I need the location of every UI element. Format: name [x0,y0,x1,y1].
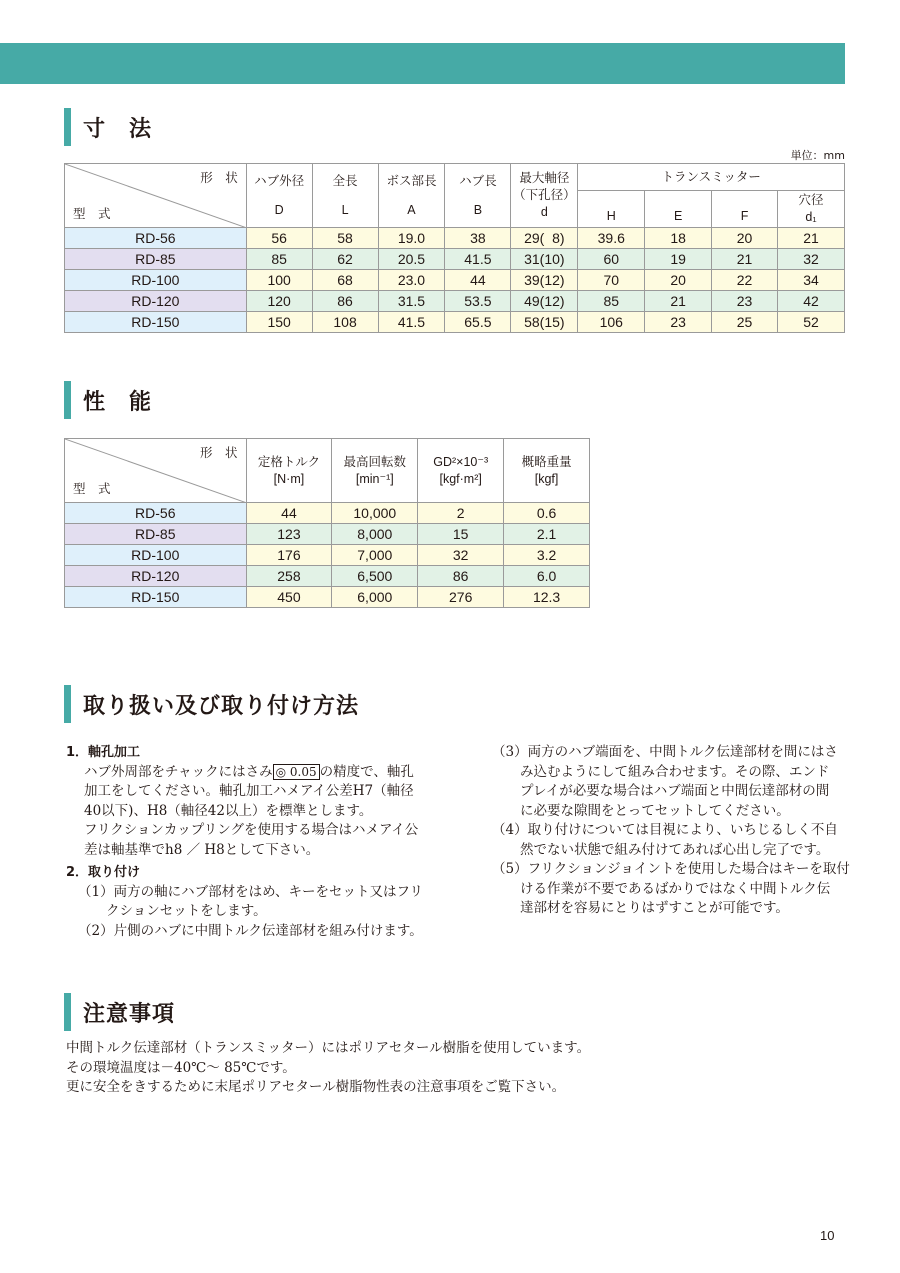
paragraph [66,763,466,783]
col-header-gd2 [418,439,504,503]
value-cell: 20 [645,270,712,291]
weight-name: 概略重量 [521,454,572,469]
value-cell: 20.5 [378,249,445,270]
col-d1-symbol: d₁ [805,210,817,224]
table-row [65,270,845,291]
model-cell: RD-100 [65,270,247,291]
paragraph: 差は軸基準でh8 ／ H8として下さい。 [84,841,320,858]
col-A-symbol: A [407,202,416,217]
value-cell: 39.6 [578,228,645,249]
list-item: ける作業が不要であるばかりではなく中間トルク伝 [520,880,831,897]
value-cell: 23 [712,291,778,312]
shape-label: 形 状 [200,171,238,185]
list-item: み込むようにして組み合わせます。その際、エンド [520,763,830,780]
col-header-d1 [778,191,845,228]
col-B-name: ハブ長 [459,173,497,188]
value-cell: 2.1 [504,524,590,545]
value-cell: 2 [418,503,504,524]
value-cell: 21 [645,291,712,312]
table-corner-header [65,164,247,228]
model-cell: RD-150 [65,312,247,333]
list-item: （2）片側のハブに中間トルク伝達部材を組み付けます。 [78,922,423,939]
col-D-name: ハブ外径 [254,173,305,188]
value-cell: 32 [778,249,845,270]
value-cell: 100 [246,270,312,291]
section-marker [64,381,71,419]
text-run: の精度で、軸孔 [319,763,414,780]
value-cell: 68 [312,270,378,291]
value-cell: 6.0 [504,566,590,587]
list-item: に必要な隙間をとってセットしてください。 [520,802,790,819]
col-header-L [312,164,378,228]
list-item: 達部材を容易にとりはずすことが可能です。 [520,900,789,916]
col-A-name: ボス部長 [386,173,437,188]
speed-name: 最高回転数 [343,454,407,469]
col-B-symbol: B [473,202,483,217]
section-title: 寸 法 [83,116,153,142]
value-cell: 41.5 [378,312,445,333]
table-row [65,545,590,566]
value-cell: 58(15) [511,312,578,333]
section-dimensions [64,108,152,146]
handling-right-column [492,743,852,919]
subheading-mounting: 2．取り付け [66,865,141,880]
value-cell: 6,000 [332,587,418,608]
value-cell: 108 [312,312,378,333]
value-cell: 12.3 [504,587,590,608]
value-cell: 42 [778,291,845,312]
model-cell: RD-56 [65,503,247,524]
value-cell: 49(12) [511,291,578,312]
list-item: （3）両方のハブ端面を、中間トルク伝達部材を間にはさ [492,744,838,760]
value-cell: 31(10) [511,249,578,270]
torque-name: 定格トルク [257,454,321,469]
col-header-D [246,164,312,228]
model-label: 型 式 [73,482,111,496]
unit-label: 単位：mm [790,149,845,162]
model-cell: RD-56 [65,228,247,249]
model-cell: RD-120 [65,291,247,312]
value-cell: 34 [778,270,845,291]
header-band [0,43,845,84]
value-cell: 25 [712,312,778,333]
section-notes [64,993,175,1031]
section-title: 性 能 [83,389,153,415]
section-handling [64,685,359,723]
text-run: ハブ外周部をチャックにはさみ [84,763,273,780]
value-cell: 22 [712,270,778,291]
value-cell: 8,000 [332,524,418,545]
col-header-weight [504,439,590,503]
section-title: 注意事項 [83,1001,176,1027]
tolerance-box: ◎ 0.05 [273,764,320,780]
value-cell: 44 [445,270,511,291]
value-cell: 70 [578,270,645,291]
value-cell: 6,500 [332,566,418,587]
paragraph: 加工をしてください。軸孔加工ハメアイ公差H7（軸径 [84,783,414,799]
col-header-torque [246,439,332,503]
handling-left-column [66,743,466,941]
table-row [65,503,590,524]
col-d1-name: 穴径 [798,193,824,207]
subheading-shaft-bore: 1．軸孔加工 [66,745,141,760]
col-header-E: E [645,191,712,228]
torque-unit: [N·m] [273,471,305,486]
section-performance [64,381,152,419]
paragraph: フリクションカップリングを使用する場合はハメアイ公 [84,822,419,838]
value-cell: 65.5 [445,312,511,333]
col-header-speed [332,439,418,503]
gd2-name: GD²×10⁻³ [433,454,489,469]
value-cell: 52 [778,312,845,333]
col-header-A [378,164,445,228]
value-cell: 120 [246,291,312,312]
value-cell: 258 [246,566,332,587]
col-header-H: H [578,191,645,228]
value-cell: 39(12) [511,270,578,291]
table-corner-header [65,439,247,503]
col-L-name: 全長 [332,173,358,188]
col-header-transmitter: トランスミッター [578,164,845,191]
value-cell: 106 [578,312,645,333]
value-cell: 60 [578,249,645,270]
section-marker [64,685,71,723]
table-row [65,524,590,545]
model-cell: RD-85 [65,524,247,545]
table-row [65,312,845,333]
value-cell: 32 [418,545,504,566]
value-cell: 19 [645,249,712,270]
shape-label: 形 状 [200,446,238,460]
value-cell: 21 [778,228,845,249]
section-marker [64,993,71,1031]
col-d-subname: （下孔径） [513,188,576,202]
value-cell: 450 [246,587,332,608]
table-row [65,291,845,312]
value-cell: 85 [578,291,645,312]
value-cell: 44 [246,503,332,524]
value-cell: 123 [246,524,332,545]
value-cell: 86 [418,566,504,587]
value-cell: 176 [246,545,332,566]
value-cell: 0.6 [504,503,590,524]
col-header-B [445,164,511,228]
section-title: 取り扱い及び取り付け方法 [83,693,360,719]
table-row [65,566,590,587]
list-item: 然でない状態で組み付けてあれば心出し完了です。 [520,841,830,858]
value-cell: 19.0 [378,228,445,249]
weight-unit: [kgf] [534,471,559,486]
col-header-d [511,164,578,228]
speed-unit: [min⁻¹] [355,471,394,486]
model-cell: RD-150 [65,587,247,608]
list-item: （4）取り付けについては目視により、いちじるしく不自 [492,822,838,838]
value-cell: 3.2 [504,545,590,566]
paragraph: 40以下)、H8（軸径42以上）を標準とします。 [84,802,373,819]
model-label: 型 式 [73,207,111,221]
value-cell: 23 [645,312,712,333]
value-cell: 21 [712,249,778,270]
notes-text [66,1039,826,1098]
value-cell: 7,000 [332,545,418,566]
value-cell: 53.5 [445,291,511,312]
value-cell: 62 [312,249,378,270]
note-line: 中間トルク伝達部材（トランスミッター）にはポリアセタール樹脂を使用しています。 [66,1040,591,1056]
value-cell: 23.0 [378,270,445,291]
model-cell: RD-120 [65,566,247,587]
note-line: その環境温度は－40℃～ 85℃です。 [66,1059,296,1076]
col-L-symbol: L [341,202,349,217]
performance-table [64,438,590,608]
value-cell: 20 [712,228,778,249]
list-item: （5）フリクションジョイントを使用した場合はキーを取付 [492,861,850,877]
value-cell: 150 [246,312,312,333]
value-cell: 56 [246,228,312,249]
value-cell: 58 [312,228,378,249]
table-row [65,249,845,270]
note-line: 更に安全をきするために末尾ポリアセタール樹脂物性表の注意事項をご覧下さい。 [66,1079,566,1095]
value-cell: 15 [418,524,504,545]
table-row [65,587,590,608]
model-cell: RD-85 [65,249,247,270]
value-cell: 86 [312,291,378,312]
value-cell: 38 [445,228,511,249]
col-d-name: 最大軸径 [519,171,570,185]
value-cell: 31.5 [378,291,445,312]
section-marker [64,108,71,146]
page-number: 10 [820,1228,835,1243]
list-item: クションセットをします。 [106,903,267,919]
value-cell: 276 [418,587,504,608]
value-cell: 10,000 [332,503,418,524]
col-d-symbol: d [540,205,548,219]
gd2-unit: [kgf·m²] [439,471,482,486]
value-cell: 85 [246,249,312,270]
value-cell: 18 [645,228,712,249]
model-cell: RD-100 [65,545,247,566]
col-header-F: F [712,191,778,228]
col-D-symbol: D [274,202,284,217]
value-cell: 29( 8) [511,228,578,249]
list-item: プレイが必要な場合はハブ端面と中間伝達部材の間 [520,783,830,799]
list-item: （1）両方の軸にハブ部材をはめ、キーをセット又はフリ [78,883,424,900]
dimensions-table [64,163,845,333]
table-row [65,228,845,249]
value-cell: 41.5 [445,249,511,270]
